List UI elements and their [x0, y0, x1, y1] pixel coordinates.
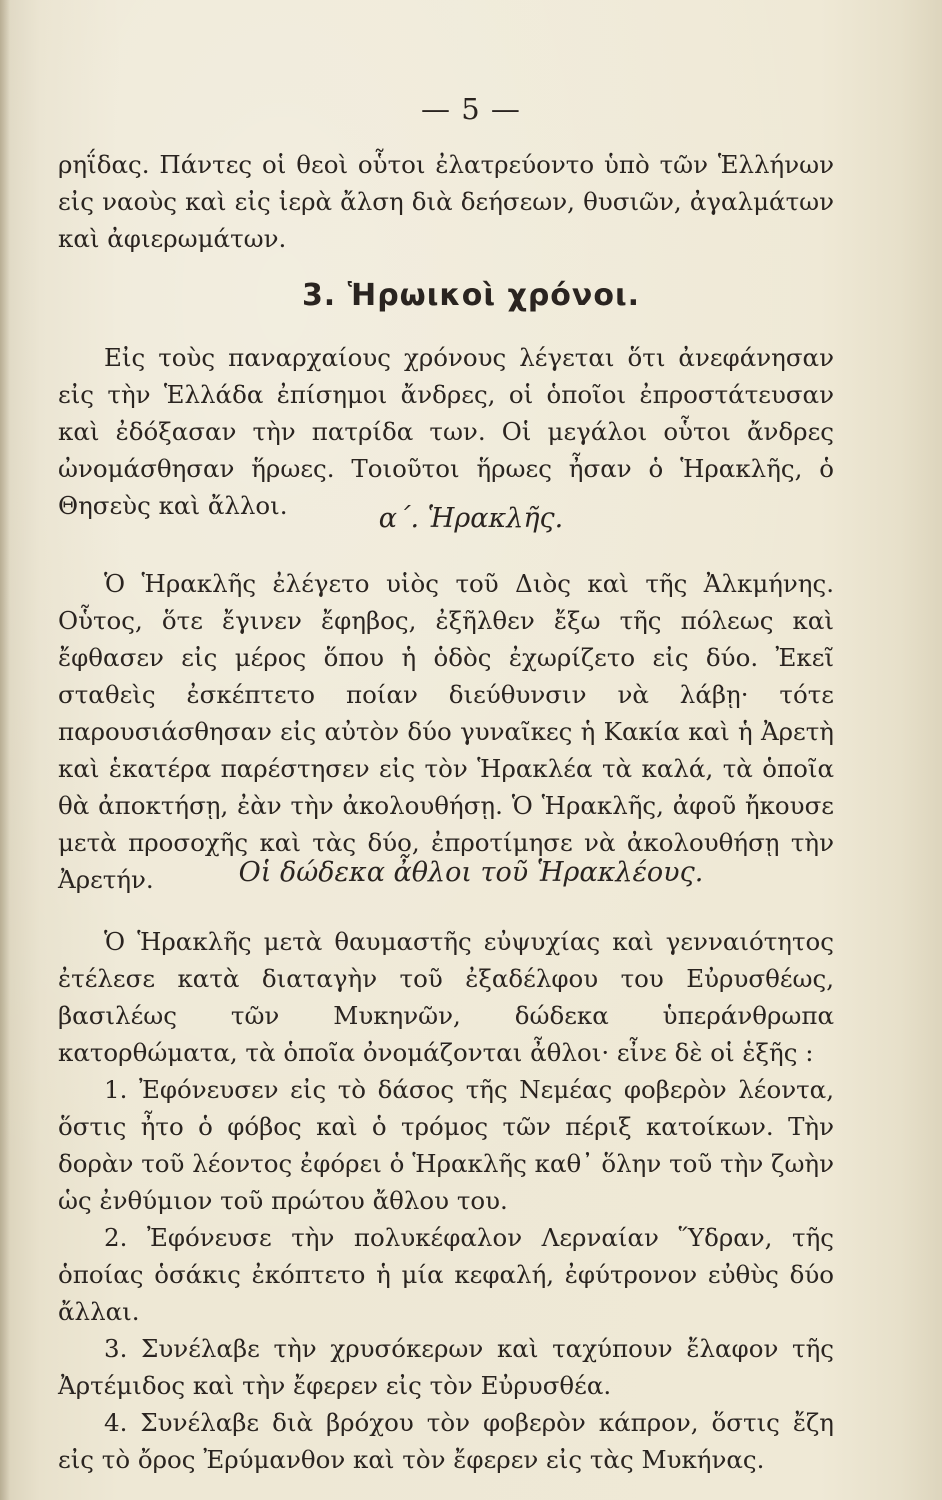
labour-item: 4. Συνέλαβε διὰ βρόχου τὸν φοβερὸν κάπρον, ὅστις ἔζη εἰς τὸ ὄρος Ἐρύμανθον καὶ τὸν ἔφερεν εἰς τὰς Μυκήνας.	[58, 1408, 834, 1474]
labours-intro: Ὁ Ἡρακλῆς μετὰ θαυμαστῆς εὐψυχίας καὶ γενναιότητος ἐτέλεσε κατὰ διαταγὴν τοῦ ἐξαδέλφου του Εὐρυσθέως, βασιλέως τῶν Μυκηνῶν, δώδεκα ὑπεράνθρωπα κατορθώματα, τὰ ὁποῖα ὀνομάζονται ἆθλοι· εἶνε δὲ οἱ ἑξῆς :	[58, 927, 834, 1067]
page-number: — 5 —	[421, 92, 521, 126]
page-spine-shadow	[0, 0, 10, 1500]
intro-paragraph: ρηΐδας. Πάντες οἱ θεοὶ οὗτοι ἐλατρεύοντο ὑπὸ τῶν Ἑλλήνων εἰς ναοὺς καὶ εἰς ἱερὰ ἄλση διὰ δεήσεων, θυσιῶν, ἀγαλμάτων καὶ ἀφιερωμάτων.	[58, 150, 834, 253]
labours-block	[58, 923, 834, 1478]
labour-item: 2. Ἐφόνευσε τὴν πολυκέφαλον Λερναίαν Ὕδραν, τῆς ὁποίας ὁσάκις ἐκόπτετο ἡ μία κεφαλή, ἐφύτρονον εὐθὺς δύο ἄλλαι.	[58, 1223, 834, 1326]
subheading-heracles: α΄. Ἡρακλῆς.	[378, 503, 564, 534]
subheading-labours: Οἱ δώδεκα ἆθλοι τοῦ Ἡρακλέους.	[238, 857, 704, 888]
section-paragraph-block	[58, 339, 834, 524]
heracles-paragraph-block	[58, 565, 834, 898]
section-paragraph: Εἰς τοὺς παναρχαίους χρόνους λέγεται ὅτι ἀνεφάνησαν εἰς τὴν Ἑλλάδα ἐπίσημοι ἄνδρες, οἱ ὁποῖοι ἐπροστάτευσαν καὶ ἐδόξασαν τὴν πατρίδα των. Οἱ μεγάλοι οὗτοι ἄνδρες ὠνομάσθησαν ἥρωες. Τοιοῦτοι ἥρωες ἦσαν ὁ Ἡρακλῆς, ὁ Θησεὺς καὶ ἄλλοι.	[58, 343, 834, 520]
section-heading: 3. Ἡρωικοὶ χρόνοι.	[301, 278, 641, 313]
labour-item: 1. Ἐφόνευσεν εἰς τὸ δάσος τῆς Νεμέας φοβερὸν λέοντα, ὅστις ἦτο ὁ φόβος καὶ ὁ τρόμος τῶν πέριξ κατοίκων. Τὴν δορὰν τοῦ λέοντος ἐφόρει ὁ Ἡρακλῆς καθ᾽ ὅλην τοῦ τὴν ζωὴν ὡς ἐνθύμιον τοῦ πρώτου ἄθλου του.	[58, 1075, 834, 1215]
intro-paragraph-block	[58, 146, 834, 257]
labour-item: 3. Συνέλαβε τὴν χρυσόκερων καὶ ταχύπουν ἔλαφον τῆς Ἀρτέμιδος καὶ τὴν ἔφερεν εἰς τὸν Εὐρυσθέα.	[58, 1334, 834, 1400]
heracles-paragraph: Ὁ Ἡρακλῆς ἐλέγετο υἱὸς τοῦ Διὸς καὶ τῆς Ἀλκμήνης. Οὗτος, ὅτε ἔγινεν ἔφηβος, ἐξῆλθεν ἔξω τῆς πόλεως καὶ ἔφθασεν εἰς μέρος ὅπου ἡ ὁδὸς ἐχωρίζετο εἰς δύο. Ἐκεῖ σταθεὶς ἐσκέπτετο ποίαν διεύθυνσιν νὰ λάβῃ· τότε παρουσιάσθησαν εἰς αὐτὸν δύο γυναῖκες ἡ Κακία καὶ ἡ Ἀρετὴ καὶ ἑκατέρα παρέστησεν εἰς τὸν Ἡρακλέα τὰ καλά, τὰ ὁποῖα θὰ ἀποκτήσῃ, ἐὰν τὴν ἀκολουθήσῃ. Ὁ Ἡρακλῆς, ἀφοῦ ἤκουσε μετὰ προσοχῆς καὶ τὰς δύο, ἐπροτίμησε νὰ ἀκολουθήσῃ τὴν Ἀρετήν.	[58, 569, 834, 894]
